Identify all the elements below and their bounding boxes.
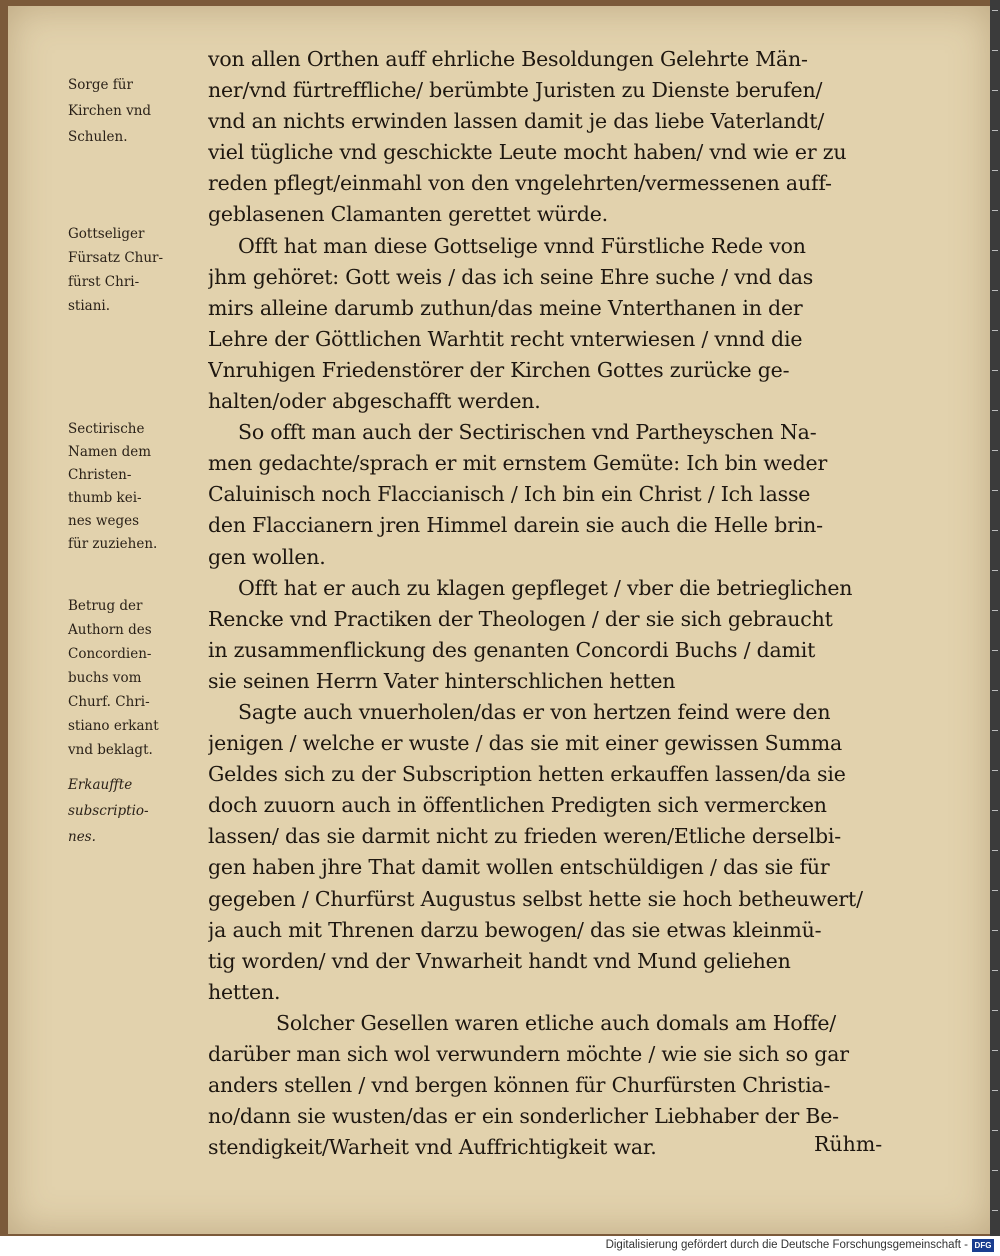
main-text bbox=[208, 44, 890, 1163]
ruler-tick bbox=[992, 730, 998, 731]
ruler-tick bbox=[992, 1130, 998, 1131]
ruler-tick bbox=[992, 410, 998, 411]
margin-note-line: buchs vom bbox=[68, 670, 142, 686]
margin-note-line: Gottseliger bbox=[68, 226, 145, 242]
text-line: Rencke vnd Practiken der Theologen / der sie sich gebraucht bbox=[208, 606, 833, 631]
text-line: in zusammenflickung des genanten Concordi Buchs / damit bbox=[208, 637, 816, 662]
ruler-tick bbox=[992, 770, 998, 771]
text-line: no/dann sie wusten/das er ein sonderlicher Liebhaber der Be- bbox=[208, 1104, 839, 1129]
ruler-tick bbox=[992, 1170, 998, 1171]
ruler-tick bbox=[992, 50, 998, 51]
text-line: anders stellen / vnd bergen können für Churfürsten Christia- bbox=[208, 1073, 831, 1098]
text-line: jenigen / welche er wuste / das sie mit einer gewissen Summa bbox=[208, 731, 843, 756]
text-line: reden pflegt/einmahl von den vngelehrten/vermessenen auff- bbox=[208, 171, 832, 196]
text-line: hetten. bbox=[208, 979, 281, 1004]
margin-note bbox=[68, 222, 208, 318]
margin-note-line: subscriptio- bbox=[68, 803, 149, 819]
margin-note-line: für zuziehen. bbox=[68, 536, 158, 552]
ruler-tick bbox=[992, 170, 998, 171]
ruler-tick bbox=[992, 850, 998, 851]
ruler-tick bbox=[992, 810, 998, 811]
ruler-tick bbox=[992, 930, 998, 931]
margin-note-line: Sorge für bbox=[68, 77, 133, 93]
dfg-logo: DFG bbox=[972, 1239, 994, 1252]
margin-note bbox=[68, 418, 208, 556]
margin-note-line: stiani. bbox=[68, 298, 111, 314]
text-line: Solcher Gesellen waren etliche auch domals am Hoffe/ bbox=[276, 1010, 836, 1035]
ruler-tick bbox=[992, 610, 998, 611]
margin-note-line: Churf. Chri- bbox=[68, 694, 150, 710]
text-line: von allen Orthen auff ehrliche Besoldungen Gelehrte Män- bbox=[208, 47, 808, 71]
margin-note bbox=[68, 594, 208, 762]
margin-note-line: fürst Chri- bbox=[68, 274, 140, 290]
scan-ruler bbox=[990, 0, 1000, 1236]
ruler-tick bbox=[992, 250, 998, 251]
margin-note-line: Concordien- bbox=[68, 646, 152, 662]
margin-note-line: Kirchen vnd bbox=[68, 103, 152, 119]
ruler-tick bbox=[992, 1050, 998, 1051]
text-line: darüber man sich wol verwundern möchte / wie sie sich so gar bbox=[208, 1042, 849, 1066]
margin-note-line: nes weges bbox=[68, 513, 140, 529]
text-line: tig worden/ vnd der Vnwarheit handt vnd Mund geliehen bbox=[208, 948, 791, 973]
catchword: Rühm- bbox=[814, 1132, 883, 1156]
ruler-tick bbox=[992, 10, 998, 11]
ruler-tick bbox=[992, 210, 998, 211]
book-page bbox=[8, 6, 992, 1234]
ruler-tick bbox=[992, 1210, 998, 1211]
margin-note-line: Authorn des bbox=[68, 622, 152, 638]
text-line: lassen/ das sie darmit nicht zu frieden weren/Etliche derselbi- bbox=[208, 824, 841, 849]
text-line: Offt hat man diese Gottselige vnnd Fürstliche Rede von bbox=[238, 233, 806, 258]
text-line: Offt hat er auch zu klagen gepfleget / vber die betrieglichen bbox=[238, 575, 853, 600]
margin-note-line: Erkauffte bbox=[68, 777, 133, 793]
margin-note-line: Namen dem bbox=[68, 444, 152, 460]
footer-credit: Digitalisierung gefördert durch die Deutsche Forschungsgemeinschaft - bbox=[605, 1239, 968, 1251]
margin-note-line: Fürsatz Chur- bbox=[68, 250, 164, 266]
text-line: Caluinisch noch Flaccianisch / Ich bin ein Christ / Ich lasse bbox=[208, 482, 811, 507]
text-line: stendigkeit/Warheit vnd Auffrichtigkeit war. bbox=[208, 1135, 657, 1160]
text-line: ner/vnd fürtreffliche/ berümbte Juristen zu Dienste berufen/ bbox=[208, 78, 823, 103]
text-line: halten/oder abgeschafft werden. bbox=[208, 389, 541, 414]
margin-note bbox=[68, 772, 208, 850]
text-line: doch zuuorn auch in öffentlichen Predigten sich vermercken bbox=[208, 793, 827, 818]
ruler-tick bbox=[992, 530, 998, 531]
text-line: gegeben / Churfürst Augustus selbst hette sie hoch betheuwert/ bbox=[208, 886, 863, 911]
ruler-tick bbox=[992, 1090, 998, 1091]
ruler-tick bbox=[992, 490, 998, 491]
text-line: Geldes sich zu der Subscription hetten erkauffen lassen/da sie bbox=[208, 762, 846, 787]
margin-note-line: stiano erkant bbox=[68, 718, 159, 734]
ruler-tick bbox=[992, 570, 998, 571]
ruler-tick bbox=[992, 890, 998, 891]
ruler-tick bbox=[992, 1010, 998, 1011]
margin-note-line: nes. bbox=[68, 829, 96, 845]
text-line: ja auch mit Threnen darzu bewogen/ das sie etwas kleinmü- bbox=[208, 917, 822, 942]
margin-note-line: Sectirische bbox=[68, 421, 145, 437]
text-line: jhm gehöret: Gott weis / das ich seine Ehre suche / vnd das bbox=[208, 264, 814, 289]
ruler-tick bbox=[992, 650, 998, 651]
text-line: Sagte auch vnuerholen/das er von hertzen feind were den bbox=[238, 699, 831, 724]
margin-note bbox=[68, 72, 208, 150]
text-line: Vnruhigen Friedenstörer der Kirchen Gottes zurücke ge- bbox=[208, 357, 790, 382]
margin-note-line: vnd beklagt. bbox=[68, 742, 153, 758]
ruler-tick bbox=[992, 290, 998, 291]
ruler-tick bbox=[992, 90, 998, 91]
margin-note-line: Schulen. bbox=[68, 129, 128, 145]
text-line: viel tügliche vnd geschickte Leute mocht haben/ vnd wie er zu bbox=[208, 140, 847, 165]
text-line: So offt man auch der Sectirischen vnd Partheyschen Na- bbox=[238, 420, 817, 445]
text-line: geblasenen Clamanten gerettet würde. bbox=[208, 202, 608, 227]
text-line: gen wollen. bbox=[208, 544, 326, 569]
footer-bar bbox=[0, 1236, 1000, 1256]
ruler-tick bbox=[992, 970, 998, 971]
text-line: mirs alleine darumb zuthun/das meine Vnterthanen in der bbox=[208, 295, 803, 320]
ruler-tick bbox=[992, 690, 998, 691]
ruler-tick bbox=[992, 370, 998, 371]
text-line: gen haben jhre That damit wollen entschüldigen / das sie für bbox=[208, 855, 830, 880]
margin-note-line: thumb kei- bbox=[68, 490, 142, 506]
ruler-tick bbox=[992, 330, 998, 331]
text-line: sie seinen Herrn Vater hinterschlichen hetten bbox=[208, 668, 676, 693]
margin-note-line: Christen- bbox=[68, 467, 132, 483]
text-line: den Flaccianern jren Himmel darein sie auch die Helle brin- bbox=[208, 513, 823, 538]
ruler-tick bbox=[992, 450, 998, 451]
margin-note-line: Betrug der bbox=[68, 598, 143, 614]
text-line: men gedachte/sprach er mit ernstem Gemüte: Ich bin weder bbox=[208, 451, 828, 476]
text-line: Lehre der Göttlichen Warhtit recht vnterwiesen / vnnd die bbox=[208, 326, 803, 351]
text-line: vnd an nichts erwinden lassen damit je das liebe Vaterlandt/ bbox=[208, 109, 825, 134]
ruler-tick bbox=[992, 130, 998, 131]
